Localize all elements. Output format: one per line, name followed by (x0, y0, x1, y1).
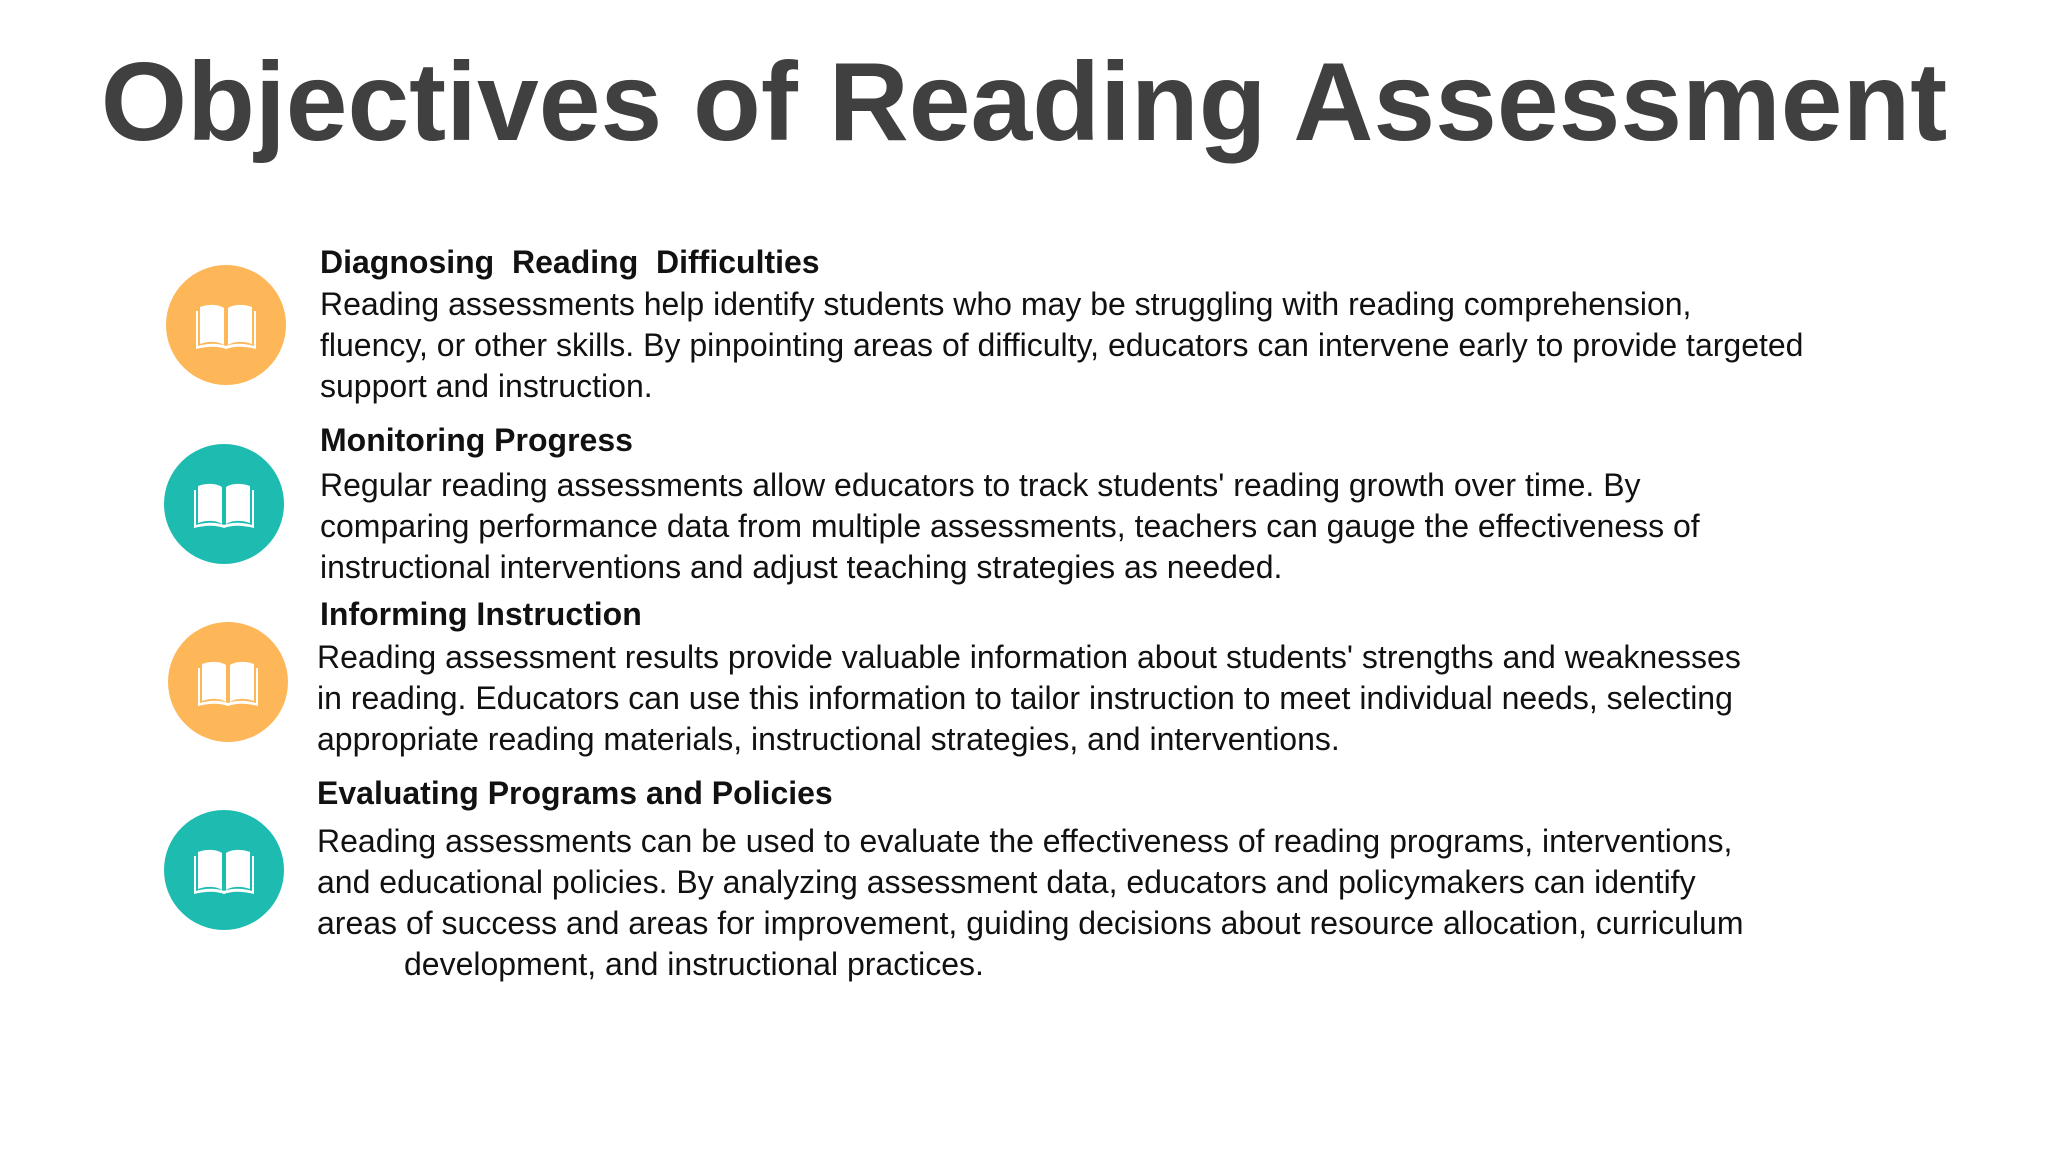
objective-3-description (317, 637, 1741, 760)
objective-4-heading: Evaluating Programs and Policies (317, 775, 833, 811)
objective-1-heading: Diagnosing Reading Difficulties (320, 244, 820, 280)
objective-4-icon-badge (164, 810, 284, 930)
objective-4-line-4: development, and instructional practices. (404, 946, 984, 982)
objective-2-line-3: instructional interventions and adjust teaching strategies as needed. (320, 549, 1283, 585)
objective-4-description (317, 821, 1744, 985)
open-book-icon (194, 293, 258, 357)
objective-1-icon-badge (166, 265, 286, 385)
slide-title: Objectives of Reading Assessment (100, 40, 1948, 164)
open-book-icon (192, 838, 256, 902)
objective-2-heading: Monitoring Progress (320, 422, 633, 458)
objective-3-line-1: Reading assessment results provide valuable information about students' strengths and weaknesses (317, 639, 1741, 675)
objective-4-line-2: and educational policies. By analyzing assessment data, educators and policymakers can identify (317, 864, 1696, 900)
objective-3-icon-badge (168, 622, 288, 742)
objective-3-line-2: in reading. Educators can use this information to tailor instruction to meet individual needs, selecting (317, 680, 1733, 716)
objective-1-line-1: Reading assessments help identify students who may be struggling with reading comprehension, (320, 286, 1692, 322)
objective-2-line-2: comparing performance data from multiple assessments, teachers can gauge the effectiveness of (320, 508, 1700, 544)
open-book-icon (192, 472, 256, 536)
objective-2-line-1: Regular reading assessments allow educators to track students' reading growth over time. By (320, 467, 1641, 503)
objective-2-icon-badge (164, 444, 284, 564)
objective-4-line-3: areas of success and areas for improvement, guiding decisions about resource allocation, curriculum (317, 905, 1744, 941)
objective-3-line-3: appropriate reading materials, instructional strategies, and interventions. (317, 721, 1340, 757)
objective-1-line-2: fluency, or other skills. By pinpointing areas of difficulty, educators can intervene early to provide targeted (320, 327, 1804, 363)
objective-2-description (320, 465, 1700, 588)
objective-4-line-1: Reading assessments can be used to evaluate the effectiveness of reading programs, interventions, (317, 823, 1733, 859)
objective-1-description (320, 284, 1803, 407)
objective-1-line-3: support and instruction. (320, 368, 653, 404)
open-book-icon (196, 650, 260, 714)
objective-3-heading: Informing Instruction (320, 596, 642, 632)
